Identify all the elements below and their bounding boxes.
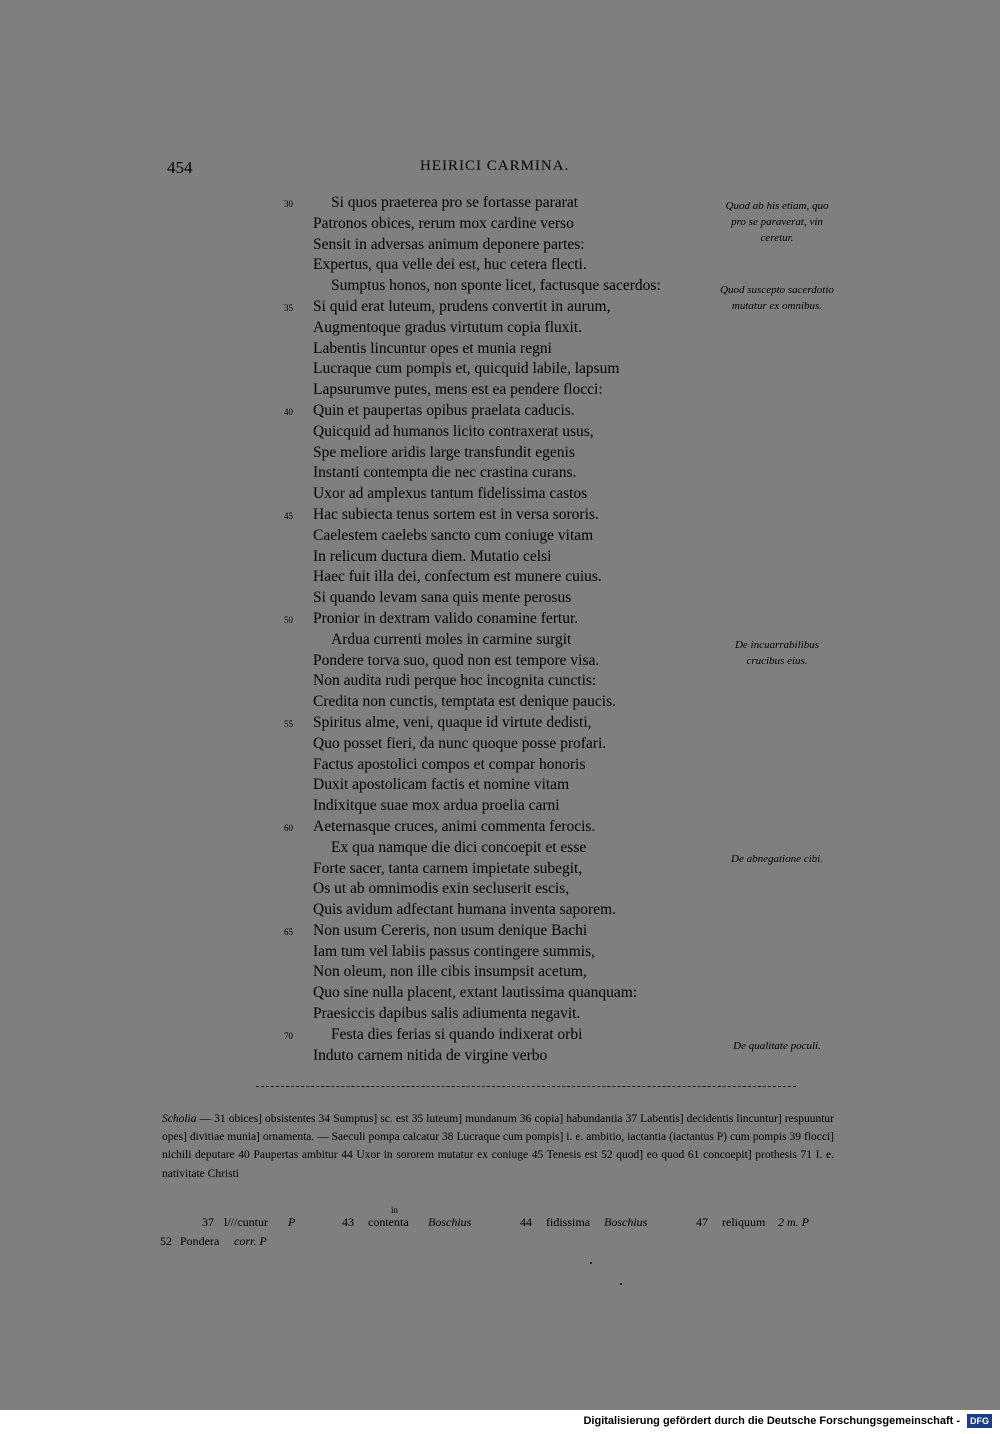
verse-text: Spiritus alme, veni, quaque id virtute dedisti, [313,713,592,731]
verse-line [284,526,744,547]
verse-line [284,505,744,526]
verse-text: Quo posset fieri, da nunc quoque posse profari. [313,734,607,752]
verse-line [284,651,744,672]
verse-line [284,692,744,713]
verse-line [284,671,744,692]
apparatus-reading: reliquum [722,1215,766,1229]
apparatus-label: 47 [696,1215,708,1229]
verse-text: Hac subiecta tenus sortem est in versa sororis. [313,505,599,523]
line-number: 70 [284,1030,293,1041]
funding-credit: Digitalisierung gefördert durch die Deutsche Forschungsgemeinschaft - [583,1415,960,1427]
verse-block [284,193,744,1066]
verse-line [284,463,744,484]
apparatus-reading: Pondera [180,1234,220,1248]
verse-line [284,235,744,256]
ink-speck [620,1283,622,1285]
line-number: 35 [284,302,293,313]
running-title: HEIRICI CARMINA. [420,158,570,174]
verse-text: Ardua currenti moles in carmine surgit [331,630,572,648]
apparatus-label: 44 [520,1215,532,1229]
verse-line [284,588,744,609]
verse-text: Lucraque cum pompis et, quicquid labile, lapsum [313,360,620,378]
verse-text: Augmentoque gradus virtutum copia fluxit. [313,318,583,336]
verse-line [284,255,744,276]
superscript: in [391,1205,399,1215]
verse-line [284,1046,744,1067]
apparatus-sigil: Boschius [604,1215,648,1229]
verse-line [284,879,744,900]
verse-text: Lapsurumve putes, mens est ea pendere flocci: [313,381,603,399]
verse-text: Caelestem caelebs sancto cum coniuge vitam [313,526,594,544]
apparatus-label: 37 [202,1215,214,1229]
verse-text: Aeternasque cruces, animi commenta ferocis. [313,817,596,835]
verse-text: Iam tum vel labiis passus contingere summis, [313,942,595,960]
margin-note: De abnegatione cibi. [731,853,823,865]
verse-text: Praesiccis dapibus salis adiumenta negavit. [313,1005,581,1023]
verse-text: Indixitque suae mox ardua proelia carni [313,797,560,815]
verse-line [284,443,744,464]
page-number: 454 [167,158,193,177]
margin-note: Quod ab his etiam, quo pro se paraverat, vin ceretur. [725,200,829,244]
divider [256,1086,796,1087]
verse-line [284,359,744,380]
line-number: 40 [284,406,293,417]
apparatus-line [160,1205,840,1232]
verse-line [284,734,744,755]
verse-text: Forte sacer, tanta carnem impietate subegit, [313,859,583,877]
verse-text: Quicquid ad humanos licito contraxerat usus, [313,422,594,440]
line-number: 65 [284,926,293,937]
verse-text: Festa dies ferias si quando indixerat orbi [331,1025,583,1043]
verse-line [284,339,744,360]
verse-text: Os ut ab omnimodis exin secluserit escis, [313,880,570,898]
apparatus-sigil: P [288,1215,296,1229]
apparatus-sigil: 2 m. P [778,1215,809,1229]
verse-line [284,713,744,734]
apparatus-line [160,1232,840,1251]
verse-line [284,567,744,588]
apparatus-label: 43 [342,1215,354,1229]
verse-line [284,817,744,838]
apparatus-reading: fidissima [546,1215,590,1229]
apparatus-reading: contenta [368,1215,409,1229]
scholia-text: — 31 obices] obsistentes 34 Sumptus] sc. est 35 luteum] mundanum 36 copia] habundantia 37 Labentis] decidentis lincuntur] respuuntur opes] divitiae munia] ornamenta. — Saeculi pompa calcatur 38 Lucraque cum pompis] i. e. ambitio, iactantia (iactantus P) cum pompis 39 flocci] nichili deputare 40 Paupertas ambitur 44 Uxor in sororem mutatur ex coniuge 45 Tenesis est 52 quod] eo quod 61 concoepit] prothesis 71 I. e. nativitate Christi [162,1113,834,1180]
footer-bar [0,1410,1000,1434]
verse-text: Sumptus honos, non sponte licet, factusque sacerdos: [331,277,661,295]
verse-line [284,859,744,880]
dfg-logo: DFG [967,1414,992,1428]
line-number: 55 [284,718,293,729]
verse-line [284,422,744,443]
verse-line [284,484,744,505]
line-number: 45 [284,510,293,521]
critical-apparatus [160,1205,840,1251]
verse-text: Pronior in dextram valido conamine fertur. [313,609,579,627]
apparatus-sigil: corr. P [234,1234,267,1248]
verse-text: Haec fuit illa dei, confectum est munere cuius. [313,568,602,586]
verse-line [284,380,744,401]
verse-line [284,962,744,983]
verse-line [284,214,744,235]
verse-text: Instanti contempta die nec crastina curans. [313,464,577,482]
scholia-label: Scholia [162,1113,197,1125]
verse-line [284,775,744,796]
apparatus-reading: l///cuntur [224,1215,268,1229]
verse-line [284,630,744,651]
verse-text: Quis avidum adfectant humana inventa saporem. [313,901,617,919]
verse-text: Credita non cunctis, temptata est denique paucis. [313,693,617,711]
verse-line [284,1025,744,1046]
verse-text: Induto carnem nitida de virgine verbo [313,1046,548,1064]
line-number: 60 [284,822,293,833]
verse-line [284,547,744,568]
verse-line [284,1004,744,1025]
verse-line [284,796,744,817]
verse-text: Factus apostolici compos et compar honoris [313,755,586,773]
line-number: 30 [284,199,293,209]
apparatus-sigil: Boschius [428,1215,472,1229]
verse-line [284,401,744,422]
verse-line [284,318,744,339]
verse-line [284,193,744,214]
verse-text: Duxit apostolicam factis et nomine vitam [313,776,570,794]
line-number: 50 [284,614,293,625]
verse-line [284,297,744,318]
verse-line [284,983,744,1004]
verse-line [284,609,744,630]
scholia [162,1110,834,1183]
verse-text: Sensit in adversas animum deponere partes: [313,235,585,253]
verse-text: Spe meliore aridis large transfundit egenis [313,443,575,461]
verse-line [284,942,744,963]
verse-text: Labentis lincuntur opes et munia regni [313,339,552,357]
verse-line [284,921,744,942]
verse-text: Si quando levam sana quis mente perosus [313,589,572,607]
verse-line [284,276,744,297]
verse-text: Non oleum, non ille cibis insumpsit acetum, [313,963,587,981]
verse-line [284,900,744,921]
ink-speck [590,1262,592,1264]
margin-note: De qualitate poculi. [733,1040,821,1052]
verse-line [284,755,744,776]
verse-text: Quin et paupertas opibus praelata caducis. [313,401,575,419]
verse-text: Si quid erat luteum, prudens convertit in aurum, [313,297,611,315]
verse-text: Expertus, qua velle dei est, huc cetera flecti. [313,256,587,274]
margin-note: De incuarrabilibus crucibus eius. [734,639,820,667]
verse-text: Uxor ad amplexus tantum fidelissima castos [313,485,588,503]
verse-text: Quo sine nulla placent, extant lautissima quanquam: [313,984,638,1002]
verse-text: Pondere torva suo, quod non est tempore visa. [313,651,600,669]
margin-note: Quod suscepto sacerdotio mutatur ex omnibus. [720,284,834,312]
verse-text: Non audita rudi perque hoc incognita cunctis: [313,672,597,690]
verse-line [284,838,744,859]
verse-text: In relicum ductura diem. Mutatio celsi [313,547,552,565]
verse-text: Ex qua namque die dici concoepit et esse [331,838,587,856]
apparatus-label: 52 [160,1234,172,1248]
verse-text: Si quos praeterea pro se fortasse pararat [331,194,579,211]
verse-text: Non usum Cereris, non usum denique Bachi [313,921,588,939]
verse-text: Patronos obices, rerum mox cardine verso [313,214,574,232]
